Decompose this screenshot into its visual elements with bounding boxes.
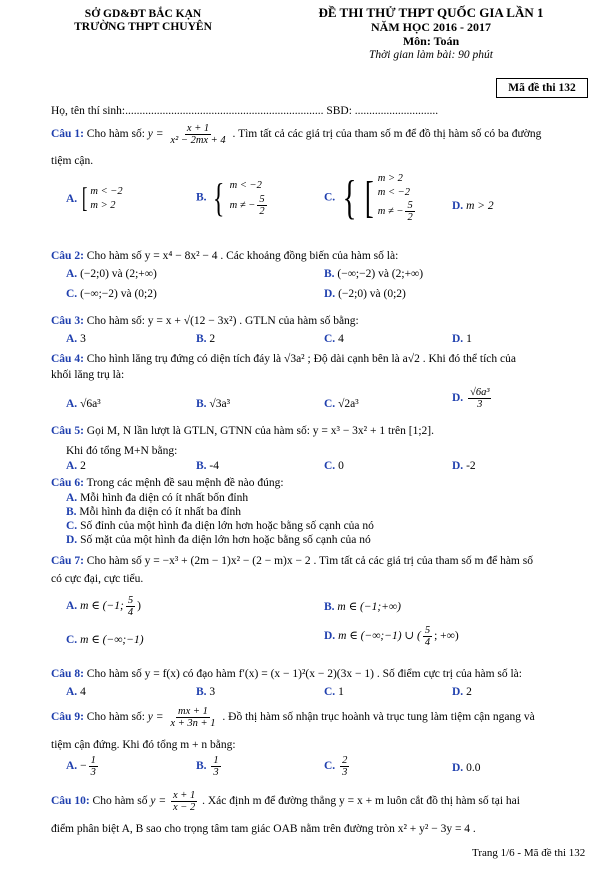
fraction-denominator: 3	[477, 399, 483, 411]
option-text: (−∞;−2) và (2;+∞)	[337, 268, 424, 280]
option-label: A.	[66, 460, 78, 472]
option-label: A.	[66, 398, 78, 410]
option-d[interactable]	[452, 199, 494, 213]
option-c[interactable]	[324, 172, 417, 223]
department-name: SỞ GD&ĐT BẮC KẠN	[84, 8, 202, 20]
question-stem: Cho hàm số: y = x + √(12 − 3x²) . GTLN của hàm số bằng:	[86, 315, 359, 327]
option-fraction	[423, 625, 432, 648]
option-text: )	[137, 600, 141, 613]
option-text: 0	[338, 460, 344, 472]
option-fraction	[405, 200, 414, 223]
option-label: B.	[196, 398, 207, 410]
question-5-stem-line2: Khi đó tổng M+N bằng:	[66, 445, 178, 457]
option-text: 3	[80, 333, 86, 345]
exam-header	[300, 5, 562, 62]
question-label: Câu 8:	[51, 668, 84, 680]
option-fraction	[89, 755, 98, 778]
option-label: B.	[196, 333, 207, 345]
option-text: -4	[209, 460, 220, 472]
fraction-numerator: 1	[90, 755, 96, 766]
option-fraction	[211, 755, 220, 778]
option-label: A.	[66, 600, 78, 613]
option-text: 2	[466, 686, 472, 698]
option-fraction	[340, 755, 349, 778]
student-info-line: Họ, tên thí sinh:..................................................................... SBD: .............................	[51, 105, 439, 117]
question-stem: Cho hàm số:	[86, 711, 145, 724]
fraction-denominator: 3	[90, 767, 96, 779]
option-d[interactable]	[452, 685, 472, 699]
option-label: A.	[66, 268, 78, 280]
option-text: 2	[80, 460, 86, 472]
option-text: Số mặt của một hình đa diện lớn hơn hoặc bằng số cạnh của nó	[80, 534, 371, 546]
option-label: C.	[324, 333, 336, 345]
option-label: C.	[324, 460, 336, 472]
option-label: B.	[324, 268, 335, 280]
option-system	[80, 185, 123, 213]
option-b[interactable]	[196, 332, 215, 346]
option-a[interactable]	[66, 755, 100, 778]
option-text: m ≠ −	[229, 199, 256, 211]
option-label: D.	[452, 200, 464, 212]
question-stem: Cho hàm số y = −x³ + (2m − 1)x² − (2 − m)x − 2 . Tìm tất cả các giá trị của tham số m để hàm số	[86, 555, 533, 567]
option-c[interactable]	[324, 397, 359, 411]
option-label: D.	[324, 288, 336, 300]
option-a[interactable]	[66, 397, 101, 411]
fraction-numerator: mx + 1	[178, 706, 208, 717]
question-8	[51, 667, 596, 681]
option-c[interactable]	[324, 332, 344, 346]
option-text: m ≠ −	[377, 206, 404, 218]
option-d[interactable]	[324, 287, 406, 301]
option-b[interactable]	[196, 175, 269, 220]
option-text: ; +∞)	[434, 630, 459, 643]
option-text: 3	[209, 686, 216, 698]
option-text: Số đỉnh của một hình đa diện lớn hơn hoặc bằng số cạnh của nó	[80, 520, 374, 532]
formula-fraction	[171, 790, 197, 813]
bracket-icon: [	[81, 183, 88, 215]
option-text: 4	[338, 333, 344, 345]
school-header	[58, 8, 228, 34]
page-footer: Trang 1/6 - Mã đề thi 132	[472, 847, 586, 859]
option-label: B.	[196, 191, 207, 204]
school-year: NĂM HỌC 2016 - 2017	[371, 20, 491, 35]
question-6	[51, 476, 596, 490]
option-system	[209, 175, 268, 220]
fraction-numerator: x + 1	[186, 123, 210, 134]
option-d[interactable]	[66, 533, 371, 547]
question-stem: Cho hàm số:	[86, 128, 145, 141]
option-label: A.	[66, 192, 78, 205]
fraction-numerator: 1	[213, 755, 219, 766]
option-text: 0.0	[466, 762, 481, 774]
option-label: B.	[66, 506, 77, 518]
option-c[interactable]	[66, 519, 374, 533]
option-label: D.	[324, 630, 336, 643]
formula-lhs: y =	[147, 711, 164, 724]
question-label: Câu 4:	[51, 353, 84, 365]
option-label: D.	[452, 460, 464, 472]
fraction-denominator: 3	[342, 767, 348, 779]
formula-lhs: y =	[150, 795, 167, 808]
option-label: A.	[66, 333, 78, 345]
option-text: √6a³	[80, 398, 101, 410]
option-label: C.	[66, 634, 78, 646]
option-label: D.	[452, 392, 464, 405]
option-line: m > 2	[90, 200, 116, 212]
option-line: m < −2	[377, 187, 411, 199]
option-label: A.	[66, 686, 78, 698]
question-stem: Cho hàm số y = f(x) có đạo hàm f′(x) = (x − 1)²(x − 2)(3x − 1) . Số điểm cực trị của hàm số là:	[86, 668, 522, 680]
option-a[interactable]	[66, 685, 86, 699]
question-stem-cont: . Tìm tất cả các giá trị của tham số m để đồ thị hàm số có ba đường	[232, 128, 542, 141]
option-a[interactable]	[66, 185, 123, 213]
fraction-denominator: 4	[424, 637, 431, 649]
option-fraction	[126, 595, 135, 618]
option-label: C.	[66, 520, 78, 532]
question-stem: Trong các mệnh đề sau mệnh đề nào đúng:	[86, 477, 284, 489]
option-text: (−2;0) và (2;+∞)	[80, 268, 157, 280]
option-label: C.	[324, 191, 336, 204]
question-9	[51, 706, 596, 729]
fraction-denominator: x − 2	[172, 802, 196, 814]
option-fraction	[257, 194, 266, 217]
option-a[interactable]	[66, 459, 86, 473]
question-label: Câu 1:	[51, 128, 84, 141]
fraction-numerator: 5	[424, 625, 431, 636]
option-text: Mỗi hình đa diện có ít nhất ba đỉnh	[79, 506, 242, 518]
option-label: B.	[324, 601, 335, 613]
option-label: C.	[324, 398, 336, 410]
question-4	[51, 352, 596, 366]
option-a[interactable]	[66, 332, 86, 346]
option-text: m ∈ (−∞;−1)	[80, 634, 144, 646]
question-9-stem-line2: tiệm cận đứng. Khi đó tổng m + n bằng:	[51, 739, 236, 751]
question-label: Câu 2:	[51, 250, 84, 262]
option-label: B.	[196, 760, 207, 773]
option-a[interactable]	[66, 595, 141, 618]
fraction-denominator: 2	[407, 212, 413, 224]
option-text: (−2;0) và (0;2)	[338, 288, 406, 300]
fraction-denominator: x + 3n + 1	[170, 718, 216, 730]
option-b[interactable]	[196, 459, 219, 473]
option-b[interactable]	[66, 505, 241, 519]
question-1	[51, 123, 596, 146]
fraction-numerator: √6a³	[470, 387, 490, 398]
question-label: Câu 10:	[51, 795, 90, 808]
question-3	[51, 314, 596, 328]
option-text: -2	[466, 460, 476, 472]
option-b[interactable]	[196, 685, 215, 699]
option-system	[338, 172, 417, 223]
option-b[interactable]	[196, 755, 223, 778]
subject: Môn: Toán	[402, 34, 460, 49]
question-stem: Gọi M, N lần lượt là GTLN, GTNN của hàm số: y = x³ − 3x² + 1 trên [1;2].	[86, 425, 434, 437]
option-label: C.	[324, 760, 336, 773]
question-stem: Cho hàm số	[92, 795, 148, 808]
option-line	[378, 200, 417, 223]
exam-code-box: Mã đề thi 132	[496, 78, 588, 98]
option-c[interactable]	[66, 633, 144, 647]
option-text: −	[80, 760, 87, 773]
option-label: D.	[452, 333, 464, 345]
question-7-stem-line2: có cực đại, cực tiểu.	[51, 573, 144, 585]
option-line: m < −2	[229, 180, 262, 192]
option-label: C.	[324, 686, 336, 698]
question-label: Câu 3:	[51, 315, 84, 327]
formula-fraction	[168, 706, 217, 729]
option-line: m < −2	[90, 186, 123, 197]
option-text: 1	[466, 333, 472, 345]
question-label: Câu 6:	[51, 477, 84, 489]
option-a[interactable]	[66, 267, 157, 281]
option-text: Mỗi hình đa diện có ít nhất bốn đỉnh	[80, 492, 249, 504]
option-text: m ∈ (−1;	[80, 600, 124, 613]
option-d[interactable]	[452, 332, 472, 346]
school-name: TRƯỜNG THPT CHUYÊN	[74, 21, 212, 34]
question-stem: Cho hình lăng trụ đứng có diện tích đáy là √3a² ; Độ dài cạnh bên là a√2 . Khi đó thể tích của	[86, 353, 516, 365]
bracket-icon: [	[365, 172, 374, 222]
fraction-denominator: 2	[259, 205, 265, 217]
formula-fraction	[168, 123, 227, 146]
exam-time: Thời gian làm bài: 90 phút	[368, 48, 494, 61]
option-text: 4	[80, 686, 86, 698]
option-text: (−∞;−2) và (0;2)	[80, 288, 157, 300]
question-5	[51, 424, 596, 438]
brace-icon: {	[213, 175, 225, 220]
option-text: √3a³	[209, 398, 231, 410]
option-c[interactable]	[324, 685, 344, 699]
option-b[interactable]	[324, 600, 401, 614]
question-stem: Cho hàm số y = x⁴ − 8x² − 4 . Các khoảng đồng biến của hàm số là:	[86, 250, 399, 262]
option-fraction	[468, 387, 491, 410]
fraction-numerator: 2	[342, 755, 348, 766]
fraction-numerator: 5	[259, 193, 265, 205]
option-label: D.	[452, 762, 464, 774]
question-7	[51, 554, 596, 568]
option-d[interactable]	[452, 459, 476, 473]
question-10	[51, 790, 596, 813]
option-d[interactable]	[324, 625, 459, 648]
formula-lhs: y =	[147, 128, 164, 141]
option-label: D.	[452, 686, 464, 698]
option-a[interactable]	[66, 491, 248, 505]
option-b[interactable]	[324, 267, 423, 281]
question-2	[51, 249, 596, 263]
question-label: Câu 7:	[51, 555, 84, 567]
exam-title: ĐỀ THI THỬ THPT QUỐC GIA LẦN 1	[318, 5, 544, 20]
option-label: B.	[196, 460, 207, 472]
option-c[interactable]	[66, 287, 157, 301]
option-text: 1	[338, 686, 344, 698]
question-label: Câu 5:	[51, 425, 84, 437]
fraction-numerator: 5	[407, 200, 413, 212]
fraction-denominator: x² − 2mx + 4	[170, 135, 226, 147]
option-text: m ∈ (−1;+∞)	[337, 601, 401, 613]
option-c[interactable]	[324, 755, 351, 778]
option-label: A.	[66, 760, 78, 773]
brace-icon: {	[342, 170, 357, 224]
fraction-numerator: 5	[127, 595, 134, 606]
question-10-stem-line2: điểm phân biệt A, B sao cho trọng tâm tam giác OAB nằm trên đường tròn x² + y² − 3y = 4 .	[51, 823, 476, 835]
option-d[interactable]	[452, 761, 480, 775]
question-stem-cont: . Đồ thị hàm số nhận trục hoành và trục tung làm tiệm cận ngang và	[222, 711, 535, 724]
option-label: B.	[196, 686, 207, 698]
option-label: D.	[66, 534, 78, 546]
option-text: m ∈ (−∞;−1) ∪ (	[338, 630, 421, 643]
option-b[interactable]	[196, 397, 230, 411]
option-c[interactable]	[324, 459, 344, 473]
option-line	[230, 194, 269, 217]
question-4-stem-line2: khối lăng trụ là:	[51, 369, 125, 381]
question-stem-cont: . Xác định m để đường thẳng y = x + m luôn cắt đồ thị hàm số tại hai	[202, 795, 520, 808]
option-line: m > 2	[377, 173, 403, 184]
fraction-denominator: 3	[213, 767, 219, 779]
option-text: √2a³	[338, 398, 359, 410]
question-label: Câu 9:	[51, 711, 84, 724]
option-text: m > 2	[466, 200, 494, 212]
option-text: 2	[209, 333, 216, 345]
option-label: A.	[66, 492, 78, 504]
question-1-stem-line2: tiệm cận.	[51, 155, 94, 167]
fraction-numerator: x + 1	[172, 790, 196, 801]
option-label: C.	[66, 288, 78, 300]
fraction-denominator: 4	[127, 607, 134, 619]
option-d[interactable]	[452, 387, 493, 410]
